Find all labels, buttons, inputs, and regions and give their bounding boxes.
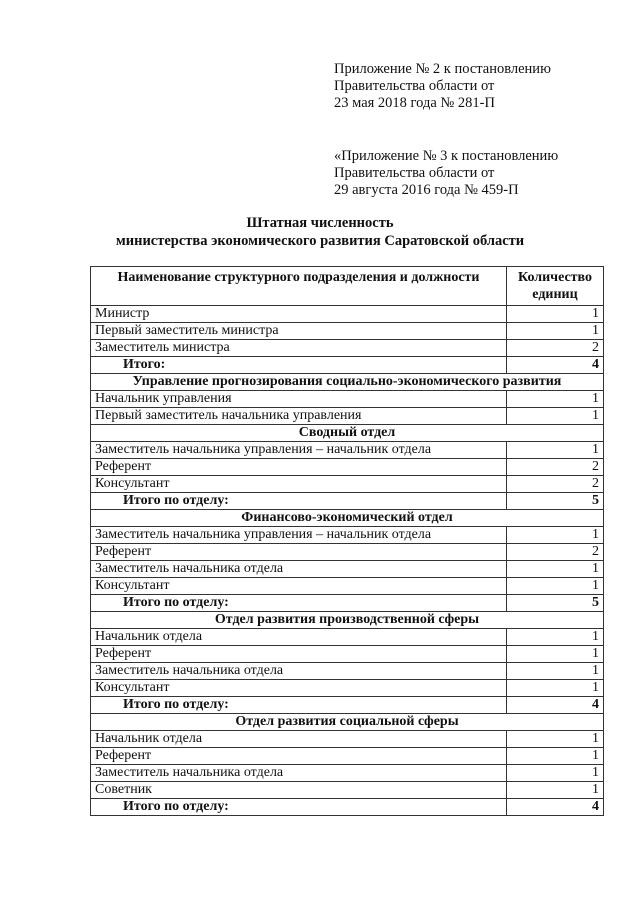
position-count: 2 <box>507 340 604 357</box>
appendix-line: Правительства области от <box>334 78 495 94</box>
position-count: 1 <box>507 731 604 748</box>
position-count: 1 <box>507 782 604 799</box>
section-header-row <box>91 714 604 731</box>
position-name: Заместитель начальника управления – начальник отдела <box>91 527 507 544</box>
appendix-line: 23 мая 2018 года № 281-П <box>334 95 495 111</box>
appendix-old-reference <box>334 148 634 199</box>
table-row <box>91 544 604 561</box>
table-row <box>91 748 604 765</box>
section-header-row <box>91 374 604 391</box>
table-row <box>91 459 604 476</box>
table-header-row <box>91 267 604 306</box>
total-row <box>91 493 604 510</box>
total-count: 5 <box>507 595 604 612</box>
position-count: 1 <box>507 527 604 544</box>
title-line-1: Штатная численность <box>246 215 394 231</box>
section-title: Сводный отдел <box>91 425 604 442</box>
position-name: Начальник отдела <box>91 629 507 646</box>
position-count: 1 <box>507 646 604 663</box>
header-quantity <box>507 267 604 306</box>
table-row <box>91 629 604 646</box>
position-name: Первый заместитель министра <box>91 323 507 340</box>
position-name: Начальник отдела <box>91 731 507 748</box>
position-count: 1 <box>507 323 604 340</box>
appendix-line: 29 августа 2016 года № 459-П <box>334 182 519 198</box>
position-count: 1 <box>507 306 604 323</box>
total-row <box>91 357 604 374</box>
appendix-new-reference <box>334 61 634 112</box>
total-count: 4 <box>507 357 604 374</box>
document-title <box>0 214 640 250</box>
position-count: 1 <box>507 765 604 782</box>
table-row <box>91 527 604 544</box>
table-row <box>91 561 604 578</box>
appendix-line: Приложение № 2 к постановлению <box>334 61 551 77</box>
table-row <box>91 765 604 782</box>
total-label: Итого по отделу: <box>91 697 507 714</box>
position-name: Министр <box>91 306 507 323</box>
position-count: 1 <box>507 629 604 646</box>
table-row <box>91 782 604 799</box>
section-title: Отдел развития социальной сферы <box>91 714 604 731</box>
total-label: Итого по отделу: <box>91 595 507 612</box>
position-name: Заместитель начальника отдела <box>91 765 507 782</box>
position-count: 1 <box>507 663 604 680</box>
table-row <box>91 578 604 595</box>
position-name: Консультант <box>91 578 507 595</box>
section-header-row <box>91 425 604 442</box>
table-body <box>91 306 604 816</box>
position-count: 1 <box>507 408 604 425</box>
position-count: 2 <box>507 544 604 561</box>
appendix-line: Правительства области от <box>334 165 495 181</box>
header-quantity-line-2: единиц <box>532 287 578 302</box>
position-name: Заместитель начальника управления – начальник отдела <box>91 442 507 459</box>
position-name: Консультант <box>91 476 507 493</box>
position-name: Референт <box>91 748 507 765</box>
table-row <box>91 340 604 357</box>
total-label: Итого: <box>91 357 507 374</box>
position-count: 1 <box>507 561 604 578</box>
total-count: 5 <box>507 493 604 510</box>
table-row <box>91 442 604 459</box>
total-row <box>91 595 604 612</box>
position-count: 1 <box>507 578 604 595</box>
table-row <box>91 391 604 408</box>
table-row <box>91 476 604 493</box>
total-label: Итого по отделу: <box>91 799 507 816</box>
position-name: Заместитель начальника отдела <box>91 561 507 578</box>
position-name: Начальник управления <box>91 391 507 408</box>
table-row <box>91 663 604 680</box>
section-title: Финансово-экономический отдел <box>91 510 604 527</box>
appendix-line: «Приложение № 3 к постановлению <box>334 148 559 164</box>
table-row <box>91 306 604 323</box>
table-row <box>91 680 604 697</box>
position-count: 1 <box>507 442 604 459</box>
section-header-row <box>91 510 604 527</box>
position-name: Консультант <box>91 680 507 697</box>
total-label: Итого по отделу: <box>91 493 507 510</box>
total-row <box>91 697 604 714</box>
staff-table <box>90 266 604 816</box>
total-count: 4 <box>507 697 604 714</box>
position-name: Референт <box>91 459 507 476</box>
position-name: Первый заместитель начальника управления <box>91 408 507 425</box>
title-line-2: министерства экономического развития Саратовской области <box>115 233 525 249</box>
position-count: 2 <box>507 476 604 493</box>
position-count: 1 <box>507 748 604 765</box>
table-row <box>91 646 604 663</box>
table-row <box>91 731 604 748</box>
total-count: 4 <box>507 799 604 816</box>
position-name: Референт <box>91 646 507 663</box>
position-name: Заместитель начальника отдела <box>91 663 507 680</box>
section-title: Отдел развития производственной сферы <box>91 612 604 629</box>
total-row <box>91 799 604 816</box>
position-name: Референт <box>91 544 507 561</box>
position-count: 1 <box>507 680 604 697</box>
position-name: Советник <box>91 782 507 799</box>
position-count: 1 <box>507 391 604 408</box>
section-header-row <box>91 612 604 629</box>
table-row <box>91 408 604 425</box>
position-count: 2 <box>507 459 604 476</box>
position-name: Заместитель министра <box>91 340 507 357</box>
header-name: Наименование структурного подразделения и должности <box>91 267 507 306</box>
header-quantity-line-1: Количество <box>517 270 593 285</box>
section-title: Управление прогнозирования социально-экономического развития <box>91 374 604 391</box>
table-row <box>91 323 604 340</box>
